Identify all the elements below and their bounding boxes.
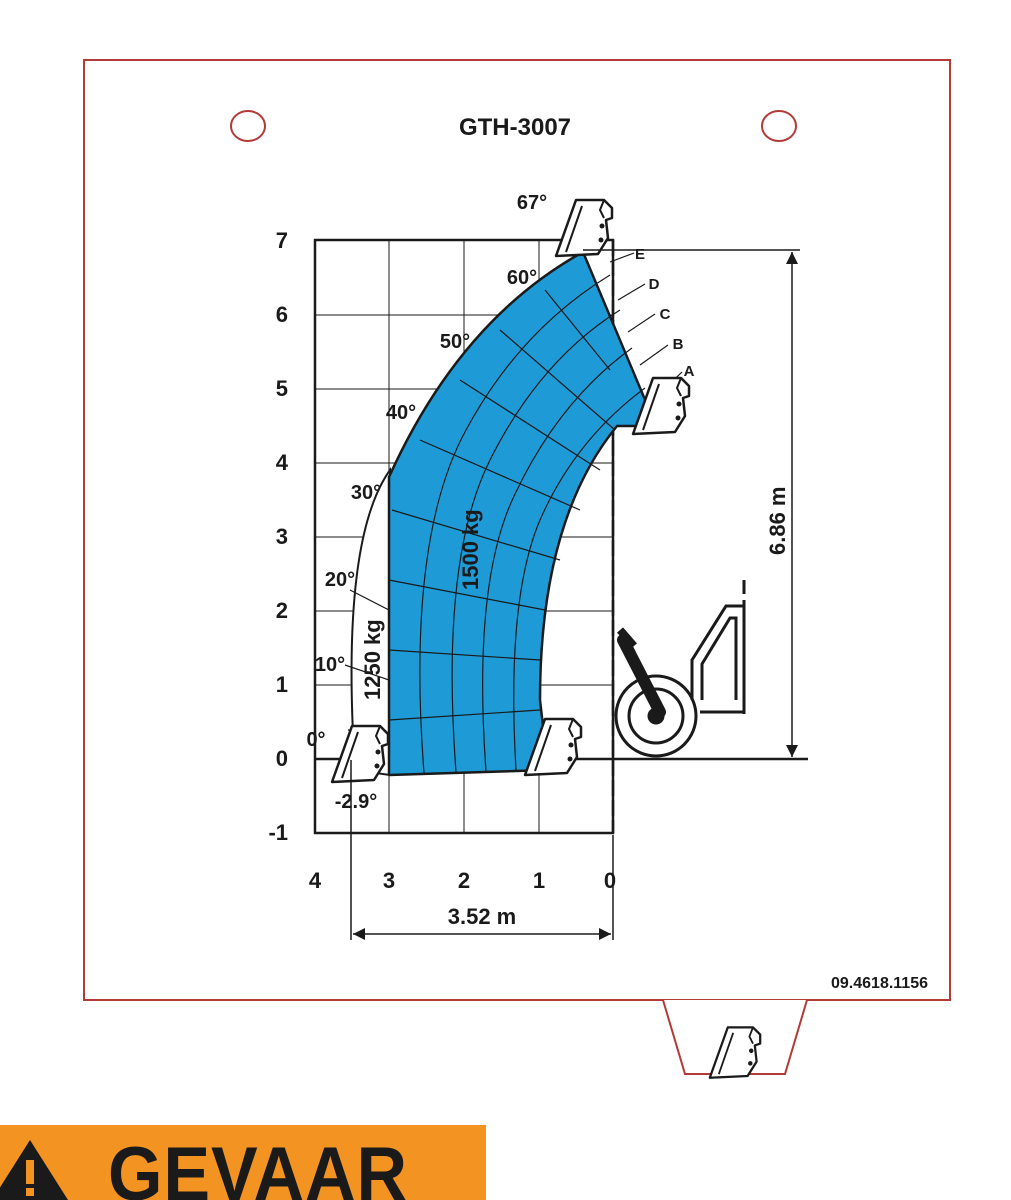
svg-text:5: 5: [275, 376, 288, 401]
max-height-label: 6.86 m: [765, 486, 790, 555]
svg-text:1: 1: [275, 672, 288, 697]
svg-text:67°: 67°: [516, 192, 548, 214]
max-reach-label: 3.52 m: [447, 904, 517, 929]
svg-text:7: 7: [275, 228, 288, 253]
svg-text:2: 2: [457, 868, 471, 893]
svg-text:0°: 0°: [306, 729, 326, 751]
svg-text:40°: 40°: [385, 402, 417, 424]
chart-title: GTH-3007: [458, 114, 572, 141]
svg-text:10°: 10°: [314, 654, 346, 676]
svg-text:0: 0: [275, 746, 288, 771]
svg-text:-2.9°: -2.9°: [334, 791, 378, 813]
zone-inner-label: 1500 kg: [458, 509, 483, 590]
svg-text:D: D: [648, 276, 660, 293]
svg-text:60°: 60°: [506, 267, 538, 289]
svg-text:E: E: [634, 246, 646, 263]
warning-text: GEVAAR: [108, 1132, 408, 1200]
svg-text:3: 3: [382, 868, 396, 893]
svg-text:2: 2: [275, 598, 288, 623]
svg-text:-1: -1: [268, 820, 288, 845]
svg-text:0: 0: [603, 868, 617, 893]
svg-text:30°: 30°: [350, 482, 382, 504]
svg-text:C: C: [659, 306, 671, 323]
svg-text:20°: 20°: [324, 569, 356, 591]
zone-outer-label: 1250 kg: [360, 619, 385, 700]
svg-text:4: 4: [275, 450, 288, 475]
doc-code: 09.4618.1156: [831, 975, 928, 992]
warning-banner: [0, 1125, 486, 1200]
svg-text:A: A: [683, 363, 695, 380]
svg-text:4: 4: [308, 868, 322, 893]
svg-text:B: B: [672, 336, 684, 353]
svg-text:6: 6: [275, 302, 288, 327]
svg-text:50°: 50°: [439, 331, 471, 353]
svg-text:3: 3: [275, 524, 288, 549]
svg-text:1: 1: [532, 868, 546, 893]
